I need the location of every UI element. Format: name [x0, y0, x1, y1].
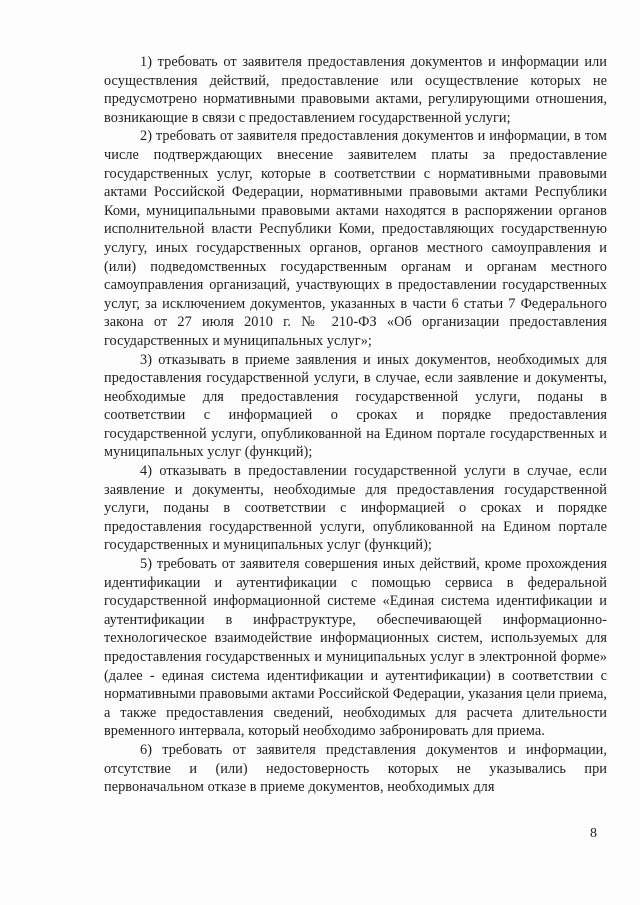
- document-body: [104, 53, 607, 797]
- paragraph-item-1: 1) требовать от заявителя предоставления документов и информации или осуществления действий, предоставление или осуществление которых не предусмотрено нормативными правовыми актами, регулирующими отношения, возникающие в связи с предоставлением государственной услуги;: [104, 54, 607, 126]
- page-number: 8: [590, 826, 597, 841]
- paragraph-item-5: 5) требовать от заявителя совершения иных действий, кроме прохождения идентификации и аутентификации с помощью сервиса в федеральной государственной информационной системе «Единая система идентификации и аутентификации в инфраструктуре, обеспечивающей информационно-технологическое взаимодействие информационных систем, используемых для предоставления государственных и муниципальных услуг в электронной форме» (далее - единая система идентификации и аутентификации) в соответствии с нормативными правовыми актами Российской Федерации, указания цели приема, а также предоставления сведений, необходимых для расчета длительности временного интервала, который необходимо забронировать для приема.: [104, 556, 607, 740]
- paragraph-item-2: 2) требовать от заявителя предоставления документов и информации, в том числе подтверждающих внесение заявителем платы за предоставление государственных услуг, которые в соответствии с нормативными правовыми актами Российской Федерации, нормативными правовыми актами Республики Коми, муниципальными правовыми актами находятся в распоряжении органов исполнительной власти Республики Коми, предоставляющих государственную услугу, иных государственных органов, органов местного самоуправления и (или) подведомственных государственным органам и органам местного самоуправления организаций, участвующих в предоставлении государственных услуг, за исключением документов, указанных в части 6 статьи 7 Федерального закона от 27 июля 2010 г. № 210-ФЗ «Об организации предоставления государственных и муниципальных услуг»;: [104, 128, 607, 349]
- paragraph-item-4: 4) отказывать в предоставлении государственной услуги в случае, если заявление и документы, необходимые для предоставления государственной услуги, поданы в соответствии с информацией о сроках и порядке предоставления государственной услуги, опубликованной на Едином портале государственных и муниципальных услуг (функций);: [104, 463, 607, 554]
- paragraph-item-3: 3) отказывать в приеме заявления и иных документов, необходимых для предоставления государственной услуги, в случае, если заявление и документы, необходимые для предоставления государственной услуги, поданы в соответствии с информацией о сроках и порядке предоставления государственной услуги, опубликованной на Едином портале государственных и муниципальных услуг (функций);: [104, 351, 607, 461]
- paragraph-item-6: 6) требовать от заявителя представления документов и информации, отсутствие и (или) недостоверность которых не указывались при первоначальном отказе в приеме документов, необходимых для: [104, 741, 607, 796]
